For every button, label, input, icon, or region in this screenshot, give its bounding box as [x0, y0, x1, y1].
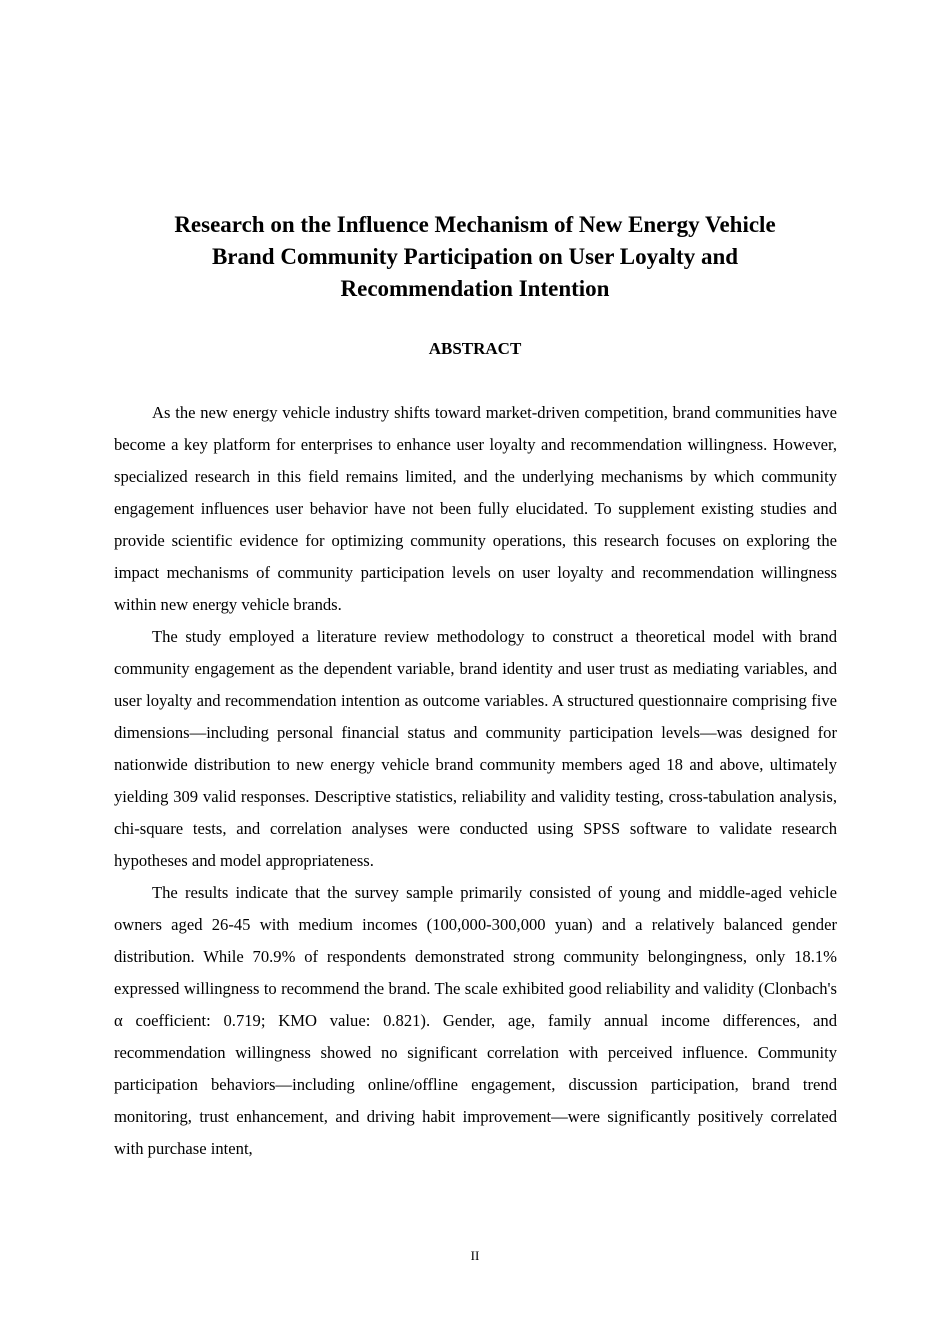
title-line: Brand Community Participation on User Loyalty and	[211, 244, 739, 269]
abstract-body	[114, 397, 837, 1165]
title-line: Research on the Influence Mechanism of New Energy Vehicle	[174, 212, 776, 237]
abstract-paragraph: As the new energy vehicle industry shifts toward market-driven competition, brand communities have become a key platform for enterprises to enhance user loyalty and recommendation willingness. However, specialized research in this field remains limited, and the underlying mechanisms by which community engagement influences user behavior have not been fully elucidated. To supplement existing studies and provide scientific evidence for optimizing community operations, this research focuses on exploring the impact mechanisms of community participation levels on user loyalty and recommendation willingness within new energy vehicle brands.	[114, 403, 837, 614]
title-line: Recommendation Intention	[340, 276, 610, 301]
abstract-heading: ABSTRACT	[428, 339, 522, 358]
abstract-paragraph: The study employed a literature review methodology to construct a theoretical model with brand community engagement as the dependent variable, brand identity and user trust as mediating variables, and user loyalty and recommendation intention as outcome variables. A structured questionnaire comprising five dimensions—including personal financial status and community participation levels—was designed for nationwide distribution to new energy vehicle brand community members aged 18 and above, ultimately yielding 309 valid responses. Descriptive statistics, reliability and validity testing, cross-tabulation analysis, chi-square tests, and correlation analyses were conducted using SPSS software to validate research hypotheses and model appropriateness.	[114, 627, 837, 870]
paper-title	[100, 209, 850, 305]
page-number: II	[470, 1248, 480, 1263]
abstract-paragraph: The results indicate that the survey sample primarily consisted of young and middle-aged vehicle owners aged 26-45 with medium incomes (100,000-300,000 yuan) and a relatively balanced gender distribution. While 70.9% of respondents demonstrated strong community belongingness, only 18.1% expressed willingness to recommend the brand. The scale exhibited good reliability and validity (Clonbach's α coefficient: 0.719; KMO value: 0.821). Gender, age, family annual income differences, and recommendation willingness showed no significant correlation with perceived influence. Community participation behaviors—including online/offline engagement, discussion participation, brand trend monitoring, trust enhancement, and driving habit improvement—were significantly positively correlated with purchase intent,	[114, 883, 837, 1158]
